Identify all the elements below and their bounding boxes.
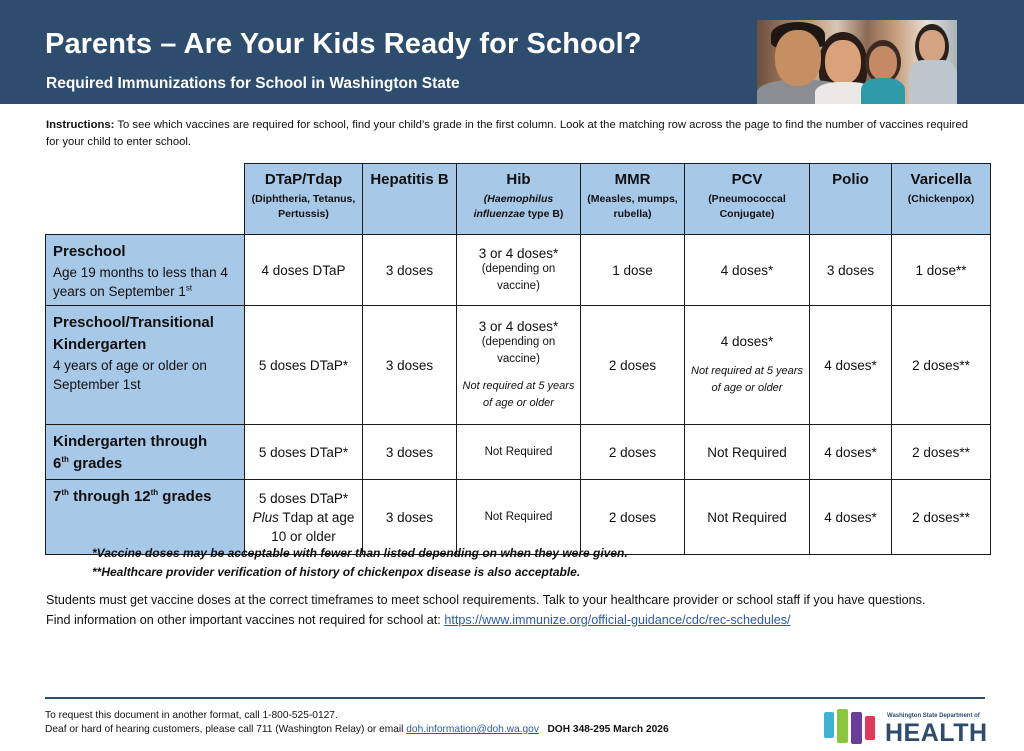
- col-varicella: [892, 164, 991, 235]
- table-row: [46, 306, 991, 425]
- mmr-cell: 1 dose: [581, 235, 685, 306]
- hib-cell: 3 or 4 doses* (depending on vaccine): [457, 235, 581, 306]
- dtap-cell: 5 doses DTaP*: [245, 306, 363, 425]
- dtap-cell: 5 doses DTaP* Plus Tdap at age 10 or older: [245, 480, 363, 555]
- mmr-cell: 2 doses: [581, 480, 685, 555]
- header-row: [46, 164, 991, 235]
- grade-name: Preschool/Transitional Kindergarten: [53, 314, 214, 353]
- polio-cell: 3 doses: [810, 235, 892, 306]
- grade-cell: [46, 480, 245, 555]
- table-row: [46, 480, 991, 555]
- vaccine-desc: (Haemophilus influenzae type B): [473, 193, 564, 220]
- col-pcv: [685, 164, 810, 235]
- footer-divider: [45, 697, 985, 699]
- vaccine-name: PCV: [731, 171, 763, 188]
- varicella-cell: 2 doses**: [892, 425, 991, 480]
- grade-name: 7th through 12th grades: [53, 488, 212, 505]
- vaccine-name: Hepatitis B: [370, 171, 449, 188]
- hib-cell: 3 or 4 doses* (depending on vaccine) Not required at 5 years of age or older: [457, 306, 581, 425]
- mmr-cell: 2 doses: [581, 306, 685, 425]
- hepb-cell: 3 doses: [363, 235, 457, 306]
- col-hepb: [363, 164, 457, 235]
- polio-cell: 4 doses*: [810, 480, 892, 555]
- instructions-label: Instructions:: [46, 119, 115, 131]
- hepb-cell: 3 doses: [363, 425, 457, 480]
- varicella-cell: 2 doses**: [892, 480, 991, 555]
- col-mmr: [581, 164, 685, 235]
- varicella-cell: 2 doses**: [892, 306, 991, 425]
- mmr-cell: 2 doses: [581, 425, 685, 480]
- vaccine-name: DTaP/Tdap: [264, 171, 343, 188]
- hepb-cell: 3 doses: [363, 306, 457, 425]
- immunization-table: [45, 163, 991, 555]
- header-banner: [0, 0, 1024, 104]
- vaccine-name: MMR: [614, 171, 651, 188]
- dtap-cell: 5 doses DTaP*: [245, 425, 363, 480]
- pcv-cell: Not Required: [685, 480, 810, 555]
- instructions: [46, 117, 981, 151]
- grade-name: Kindergarten through 6th grades: [53, 433, 208, 472]
- grade-cell: [46, 235, 245, 306]
- students-photo: [757, 20, 957, 104]
- dtap-cell: 4 doses DTaP: [245, 235, 363, 306]
- grade-cell: [46, 425, 245, 480]
- body-text-line1: Students must get vaccine doses at the correct timeframes to meet school requirements. Talk to your healthcare provider or school staff if you have questions.: [46, 593, 926, 607]
- vaccine-name: Hib: [506, 171, 531, 188]
- pcv-cell: 4 doses* Not required at 5 years of age or older: [685, 306, 810, 425]
- vaccine-desc: (Chickenpox): [907, 193, 975, 205]
- logo-agency-text: Washington State Department of: [887, 713, 980, 719]
- vaccine-name: Varicella: [910, 171, 972, 188]
- pcv-cell: Not Required: [685, 425, 810, 480]
- hib-cell: Not Required: [457, 480, 581, 555]
- table-row: [46, 235, 991, 306]
- grade-desc: 4 years of age or older on September 1st: [53, 358, 207, 392]
- vaccine-desc: (Pneumococcal Conjugate): [708, 193, 786, 220]
- polio-cell: 4 doses*: [810, 425, 892, 480]
- instructions-text: To see which vaccines are required for school, find your child’s grade in the first column. Look at the matching row across the page to find the number of vaccines required for your child to enter school.: [46, 119, 969, 148]
- col-polio: [810, 164, 892, 235]
- logo-health-text: HEALTH: [885, 719, 988, 747]
- doc-id: DOH 348-295 March 2026: [547, 724, 669, 735]
- footer-request-text: To request this document in another format, call 1-800-525-0127.: [45, 710, 338, 721]
- polio-cell: 4 doses*: [810, 306, 892, 425]
- footer-relay-text: Deaf or hard of hearing customers, please call 711 (Washington Relay) or email doh.information@doh.wa.gov DOH 348-295 March 2026: [45, 724, 669, 735]
- vaccine-name: Polio: [832, 171, 869, 188]
- table-row: [46, 425, 991, 480]
- pcv-cell: 4 doses*: [685, 235, 810, 306]
- corner-cell: [46, 164, 245, 235]
- grade-name: Preschool: [53, 243, 126, 260]
- footnote-double-star: **Healthcare provider verification of history of chickenpox disease is also acceptable.: [92, 565, 581, 579]
- vaccine-desc: (Diphtheria, Tetanus, Pertussis): [251, 193, 356, 220]
- col-dtap: [245, 164, 363, 235]
- col-hib: [457, 164, 581, 235]
- grade-cell: [46, 306, 245, 425]
- doh-logo-icon: [822, 708, 882, 748]
- vaccine-desc: (Measles, mumps, rubella): [587, 193, 678, 220]
- grade-desc: Age 19 months to less than 4 years on September 1st: [53, 265, 228, 299]
- page-title: Parents – Are Your Kids Ready for School?: [45, 28, 642, 60]
- hepb-cell: 3 doses: [363, 480, 457, 555]
- page-subtitle: Required Immunizations for School in Washington State: [46, 75, 460, 92]
- varicella-cell: 1 dose**: [892, 235, 991, 306]
- hib-cell: Not Required: [457, 425, 581, 480]
- footnote-single-star: *Vaccine doses may be acceptable with fewer than listed depending on when they were given.: [92, 546, 628, 560]
- rec-schedules-link[interactable]: https://www.immunize.org/official-guidance/cdc/rec-schedules/: [444, 613, 791, 627]
- body-text-line2: Find information on other important vaccines not required for school at: https://www.immunize.org/official-guidance/cdc/rec-schedules/: [46, 613, 791, 627]
- email-link[interactable]: doh.information@doh.wa.gov: [406, 724, 539, 735]
